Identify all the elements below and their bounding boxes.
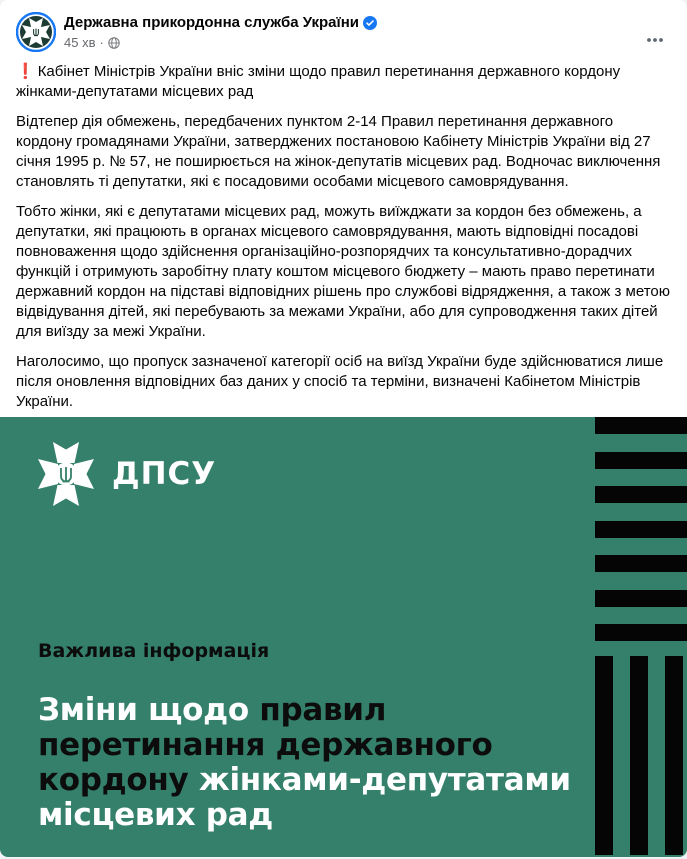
v-bar (665, 656, 683, 855)
more-options-button[interactable] (639, 24, 671, 56)
headline-line-4: місцевих рад (38, 797, 274, 833)
post-image[interactable] (0, 417, 687, 857)
post-meta (64, 34, 377, 51)
image-kicker: Важлива інформація (38, 640, 270, 662)
h-stripe (595, 521, 687, 538)
post-text (0, 52, 687, 412)
h-stripe (595, 555, 687, 572)
name-row (64, 13, 377, 32)
header-info (64, 12, 377, 51)
image-headline (38, 693, 571, 833)
h-stripe (595, 452, 687, 469)
h-stripe (595, 486, 687, 503)
paragraph-4: Наголосимо, що пропуск зазначеної категорії осіб на виїзд України буде здійснюватися лише після оновлення відповідних баз даних у спосіб та терміни, визначені Кабінетом Міністрів України. (16, 353, 664, 410)
verified-badge-icon (363, 16, 377, 30)
h-stripe (595, 624, 687, 641)
timestamp[interactable]: 45 хв (64, 35, 96, 50)
headline-line-2: перетинання державного (38, 727, 493, 763)
logo-abbr-text: ДПСУ (112, 456, 217, 492)
post-header (0, 0, 687, 52)
v-bar (630, 656, 648, 855)
barcode-pattern-decoration (595, 417, 687, 857)
ellipsis-icon (645, 30, 665, 50)
image-content (38, 417, 588, 857)
red-exclamation-icon: ❗ (16, 63, 35, 80)
dpsu-logo (38, 442, 216, 506)
paragraph-1 (16, 62, 671, 102)
border-guard-emblem-icon (16, 12, 56, 52)
avatar[interactable] (16, 12, 56, 52)
v-bar (595, 656, 613, 855)
paragraph-1-text: Кабінет Міністрів України вніс зміни щодо правил перетинання державного кордону жінками-депутатами місцевих рад (16, 63, 621, 100)
page-name[interactable]: Державна прикордонна служба України (64, 14, 360, 31)
paragraph-3: Тобто жінки, які є депутатами місцевих рад, можуть виїжджати за кордон без обмежень, а депутатки, які працюють в органах місцевого самоврядування, мають відповідні посадові повноваження щодо здійснення організаційно-розпорядчих та консультативно-дорадчих функцій і отримують заробітну плату коштом місцевого бюджету – мають право перетинати державний кордон на підставі відповідних рішень про службові відрядження, а також з метою відвідування дітей, які перебувають за межами України, або для супроводження таких дітей для виїзду за межі України. (16, 203, 671, 340)
h-stripe (595, 590, 687, 607)
paragraph-2: Відтепер дія обмежень, передбачених пунктом 2-14 Правил перетинання державного кордону громадянами України, затверджених постановою Кабінету Міністрів України від 27 січня 1995 р. № 57, не поширюється на жінок-депутатів місцевих рад. Водночас виключення становлять ті депутатки, які є посадовими особами місцевого самоврядування. (16, 113, 661, 190)
meta-separator: · (99, 35, 104, 50)
globe-icon (108, 37, 120, 49)
headline-line-1: Зміни щодо правил (38, 692, 387, 728)
h-stripe (595, 417, 687, 434)
border-guard-cross-icon (38, 442, 94, 506)
headline-line-3: кордону жінками-депутатами (38, 762, 571, 798)
